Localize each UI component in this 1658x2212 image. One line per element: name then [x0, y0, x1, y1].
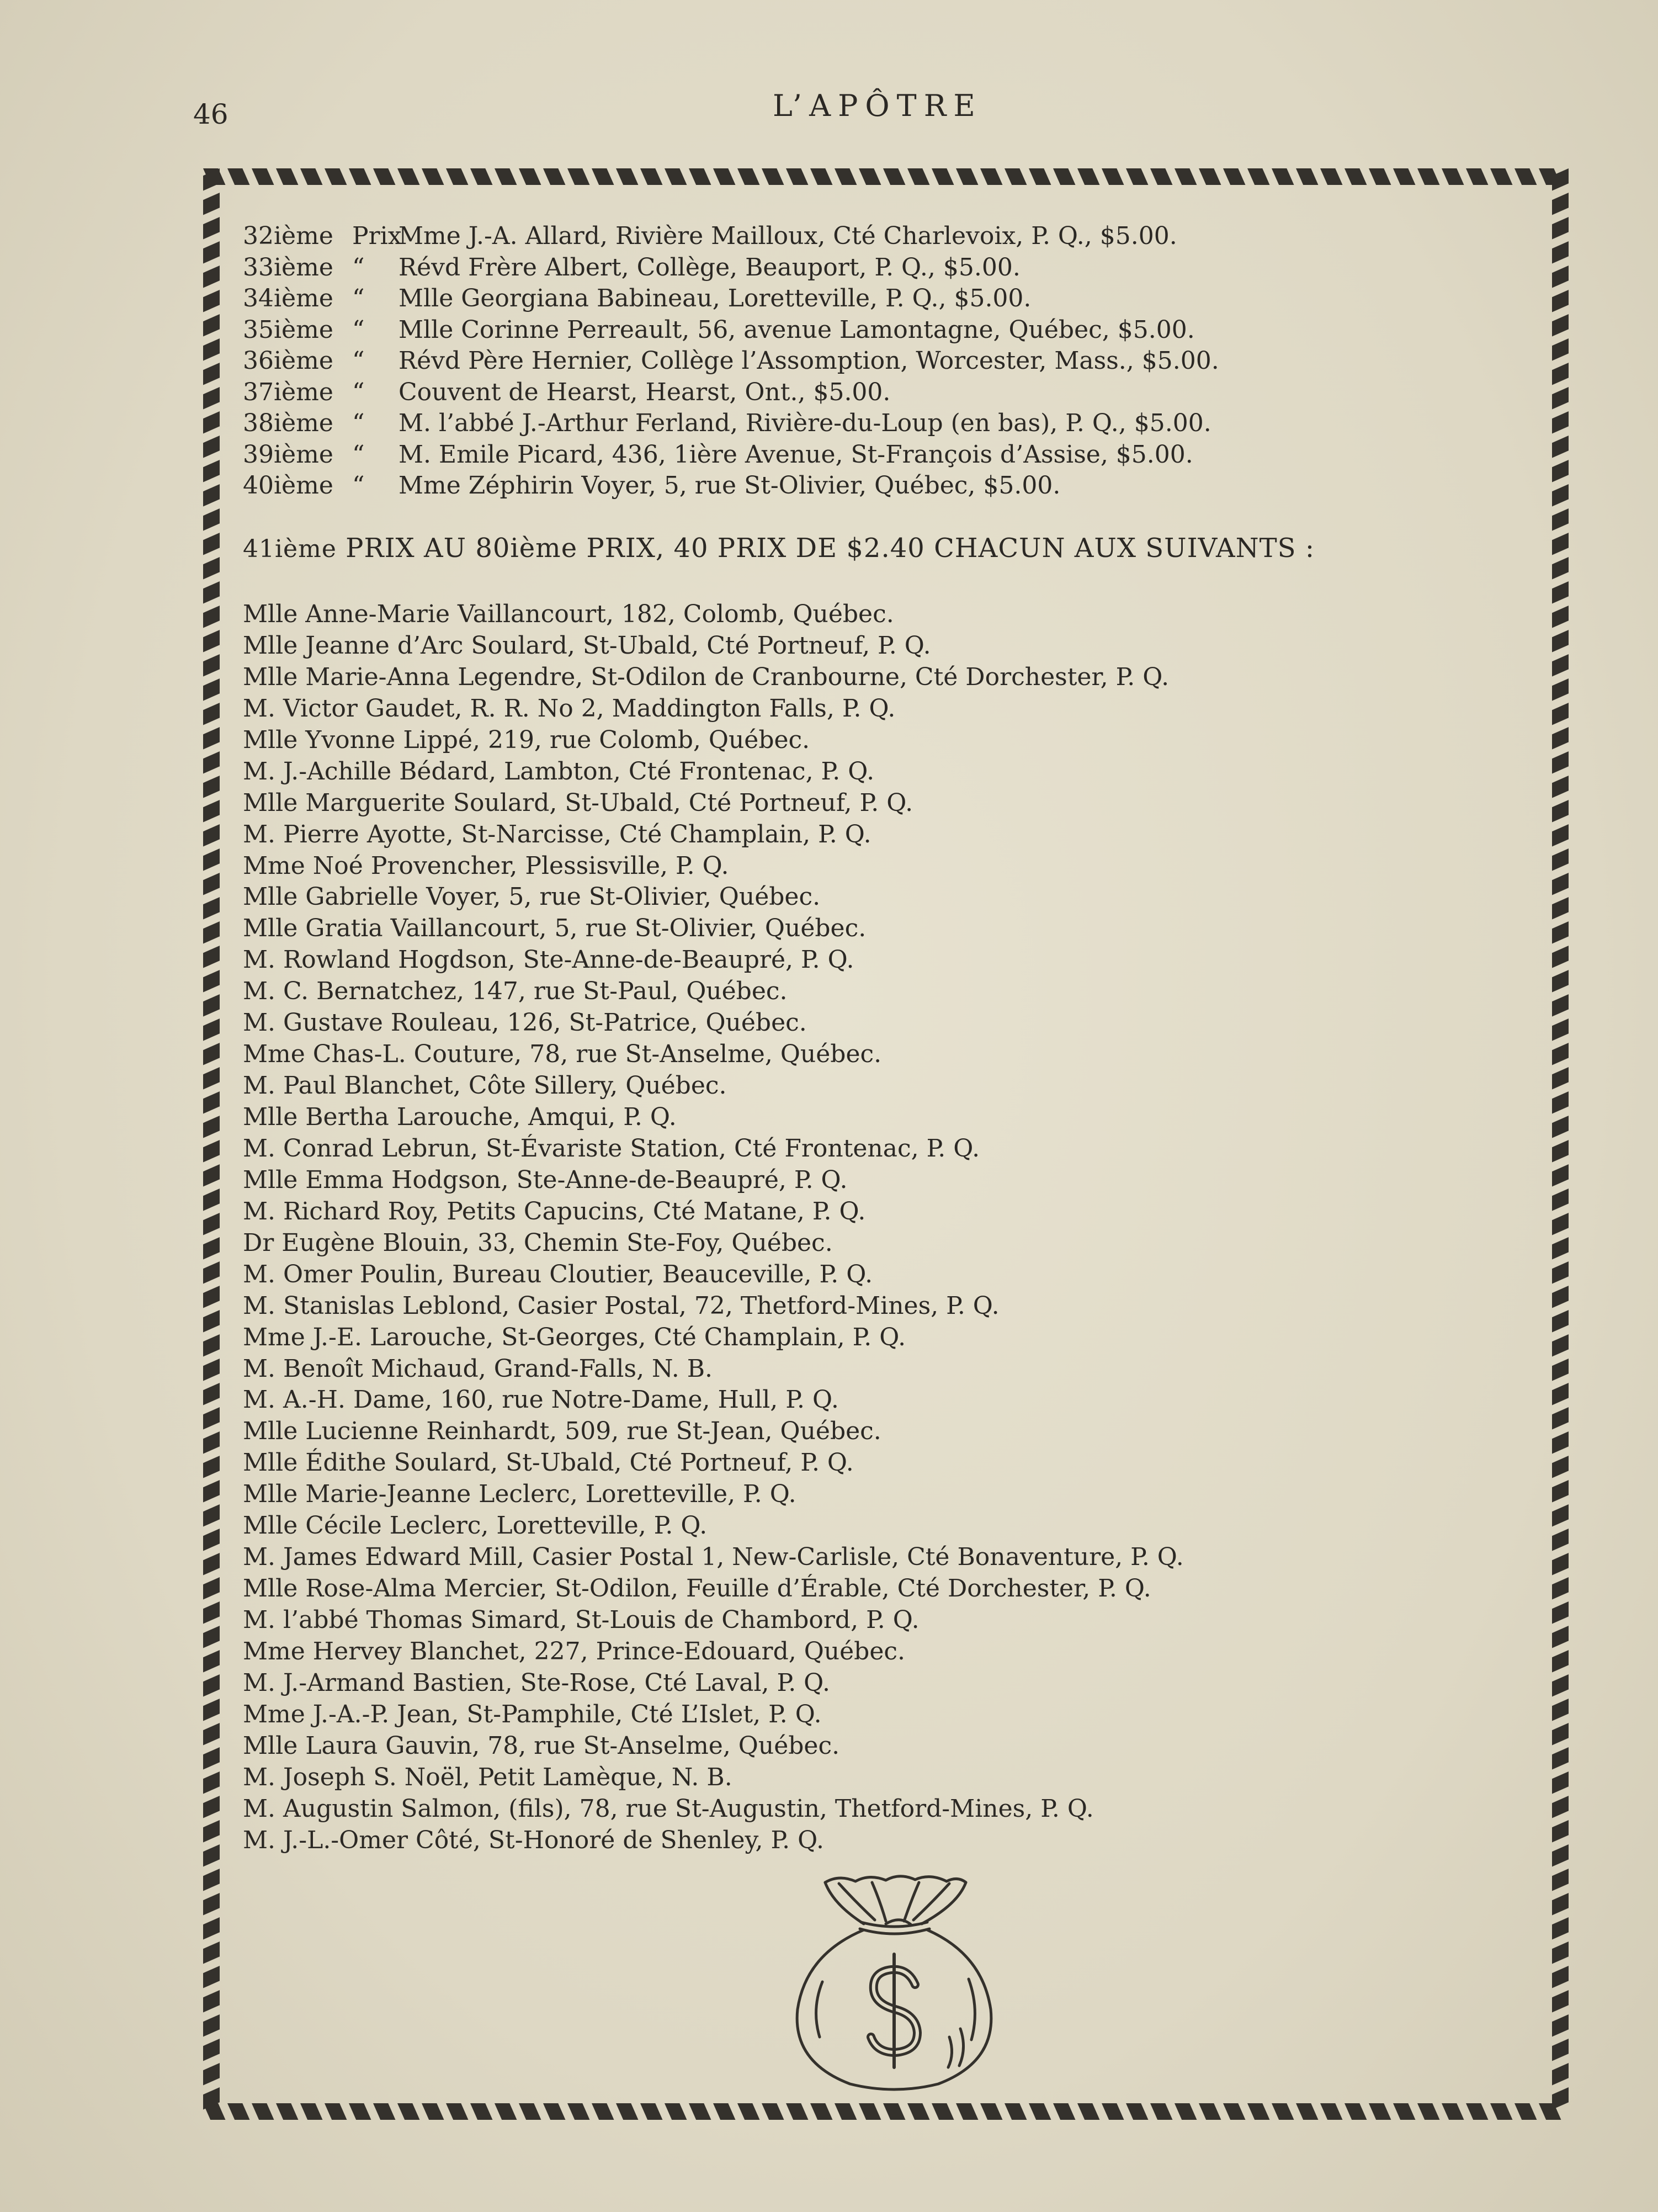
rope-twist: [1552, 1917, 1569, 1939]
prize-winner: Mlle Georgiana Babineau, Loretteville, P. Q., $5.00.: [398, 284, 1032, 312]
prize-winner: Mlle Corinne Perreault, 56, avenue Lamontagne, Québec, $5.00.: [398, 315, 1195, 344]
rope-twist: [203, 703, 220, 725]
prize-winner: Mme J.-A. Allard, Rivière Mailloux, Cté Charlevoix, P. Q., $5.00.: [398, 222, 1177, 250]
rope-twist: [203, 1674, 220, 1696]
rope-twist: [203, 1796, 220, 1818]
prize-row: [243, 377, 1567, 409]
rope-twist: [203, 581, 220, 603]
rope-twist: [325, 2103, 347, 2120]
rope-twist: [1442, 2103, 1464, 2120]
rope-twist: [810, 168, 832, 185]
rope-twist: [1029, 168, 1051, 185]
rope-twist: [397, 2103, 419, 2120]
rope-twist: [1369, 168, 1391, 185]
rope-twist: [203, 1019, 220, 1041]
ditto-mark: “: [352, 253, 365, 282]
rope-twist: [203, 994, 220, 1016]
rope-twist: [203, 727, 220, 749]
rope-twist: [932, 168, 954, 185]
rope-twist: [203, 1383, 220, 1405]
winner-row: Mlle Emma Hodgson, Ste-Anne-de-Beaupré, P. Q.: [243, 1165, 848, 1194]
ditto-mark: “: [352, 315, 365, 344]
prize-list: [243, 221, 1567, 502]
prize-rank: 39ième: [243, 440, 333, 469]
ditto-mark: “: [352, 284, 365, 312]
rope-twist: [203, 1650, 220, 1672]
rope-twist: [203, 654, 220, 676]
winner-row: M. Gustave Rouleau, 126, St-Patrice, Québec.: [243, 1009, 807, 1037]
rope-twist: [203, 824, 220, 846]
winner-row: M. Pierre Ayotte, St-Narcisse, Cté Champlain, P. Q.: [243, 820, 871, 848]
rope-twist: [203, 1747, 220, 1769]
rope-twist: [1223, 168, 1245, 185]
rope-twist: [1514, 2103, 1537, 2120]
rope-twist: [1199, 2103, 1221, 2120]
rope-twist: [810, 2103, 832, 2120]
rope-twist: [203, 1529, 220, 1551]
rope-twist: [203, 1504, 220, 1526]
rope-twist: [1417, 2103, 1439, 2120]
rope-twist: [203, 897, 220, 919]
rope-twist: [203, 1407, 220, 1429]
winner-row: M. Victor Gaudet, R. R. No 2, Maddington Falls, P. Q.: [243, 694, 896, 723]
rope-twist: [203, 1237, 220, 1259]
rope-twist: [640, 2103, 662, 2120]
rope-twist: [203, 1942, 220, 1964]
rope-twist: [203, 606, 220, 628]
rope-twist: [203, 1553, 220, 1575]
rope-twist: [1369, 2103, 1391, 2120]
rope-twist: [592, 168, 614, 185]
rope-twist: [1514, 168, 1537, 185]
rope-twist: [567, 2103, 589, 2120]
rope-twist: [203, 290, 220, 312]
rope-twist: [203, 970, 220, 992]
rope-twist: [203, 338, 220, 360]
section-heading: [243, 533, 1315, 564]
winner-row: Mme J.-E. Larouche, St-Georges, Cté Champlain, P. Q.: [243, 1323, 906, 1351]
winner-row: Mme Noé Provencher, Plessisville, P. Q.: [243, 851, 729, 880]
rope-twist: [203, 1286, 220, 1308]
ditto-mark: “: [352, 471, 365, 500]
rope-twist: [203, 533, 220, 555]
prize-row: [243, 470, 1567, 502]
winner-row: M. Rowland Hogdson, Ste-Anne-de-Beaupré, P. Q.: [243, 946, 854, 974]
rope-twist: [519, 2103, 541, 2120]
winner-row: M. Augustin Salmon, (fils), 78, rue St-Augustin, Thetford-Mines, P. Q.: [243, 1794, 1094, 1823]
rope-twist: [446, 2103, 468, 2120]
rope-twist: [203, 1116, 220, 1138]
rope-twist: [203, 314, 220, 336]
rope-twist: [1490, 2103, 1512, 2120]
prize-winner: M. Emile Picard, 436, 1ière Avenue, St-François d’Assise, $5.00.: [398, 440, 1193, 469]
rope-twist: [1552, 508, 1569, 531]
rope-twist: [203, 1699, 220, 1721]
prize-row: [243, 315, 1567, 346]
winner-row: Mlle Marie-Anna Legendre, St-Odilon de Cranbourne, Cté Dorchester, P. Q.: [243, 662, 1170, 691]
rope-twist: [932, 2103, 954, 2120]
rope-twist: [203, 193, 220, 215]
rope-twist: [470, 2103, 492, 2120]
prize-row: [243, 439, 1567, 471]
prize-rank: 37ième: [243, 378, 333, 406]
prize-rank: 33ième: [243, 253, 333, 282]
prize-row: [243, 221, 1567, 252]
rope-twist: [762, 168, 784, 185]
winner-row: Mme J.-A.-P. Jean, St-Pamphile, Cté L’Islet, P. Q.: [243, 1700, 822, 1728]
rope-twist: [203, 460, 220, 482]
winner-row: M. Paul Blanchet, Côte Sillery, Québec.: [243, 1071, 727, 1100]
rope-twist: [203, 776, 220, 798]
rope-twist: [1175, 2103, 1197, 2120]
rope-twist: [665, 168, 687, 185]
rope-twist: [980, 168, 1002, 185]
rope-twist: [956, 168, 978, 185]
prize-rank: 34ième: [243, 284, 333, 312]
rope-twist: [883, 168, 905, 185]
prize-rank: 32ième: [243, 222, 333, 250]
rope-twist: [737, 168, 759, 185]
rope-twist: [1552, 1893, 1569, 1915]
rope-twist: [252, 2103, 274, 2120]
rope-twist: [446, 168, 468, 185]
rope-twist: [1247, 168, 1269, 185]
rope-twist: [203, 217, 220, 239]
winner-row: Mlle Yvonne Lippé, 219, rue Colomb, Québec.: [243, 725, 810, 754]
winner-row: Mme Hervey Blanchet, 227, Prince-Edouard, Québec.: [243, 1637, 905, 1665]
prize-winner: Révd Père Hernier, Collège l’Assomption, Worcester, Mass., $5.00.: [398, 347, 1219, 375]
rope-twist: [203, 1601, 220, 1624]
winner-row: M. J.-L.-Omer Côté, St-Honoré de Shenley, P. Q.: [243, 1826, 824, 1854]
rope-twist: [300, 168, 322, 185]
rope-twist: [1102, 168, 1124, 185]
rope-twist: [203, 1869, 220, 1891]
rope-twist: [203, 1626, 220, 1648]
winner-row: Mlle Anne-Marie Vaillancourt, 182, Colomb, Québec.: [243, 600, 894, 628]
rope-twist: [1296, 168, 1318, 185]
winner-row: M. Richard Roy, Petits Capucins, Cté Matane, P. Q.: [243, 1197, 866, 1226]
rope-twist: [786, 2103, 808, 2120]
rope-twist: [980, 2103, 1002, 2120]
rope-twist: [203, 1966, 220, 1988]
rope-twist: [203, 363, 220, 385]
winner-row: M. Benoît Michaud, Grand-Falls, N. B.: [243, 1354, 713, 1383]
rope-twist: [1272, 168, 1294, 185]
rope-twist: [203, 678, 220, 701]
rope-twist: [1199, 168, 1221, 185]
ditto-mark: “: [352, 347, 365, 375]
winner-row: Mlle Gabrielle Voyer, 5, rue St-Olivier, Québec.: [243, 883, 821, 911]
rope-twist: [373, 2103, 395, 2120]
rope-twist: [349, 2103, 371, 2120]
rope-twist: [907, 2103, 929, 2120]
winner-row: M. A.-H. Dame, 160, rue Notre-Dame, Hull, P. Q.: [243, 1386, 839, 1414]
ditto-mark: “: [352, 378, 365, 406]
prize-winner: Révd Frère Albert, Collège, Beauport, P. Q., $5.00.: [398, 253, 1021, 282]
running-head-title: L’APÔTRE: [773, 88, 982, 123]
rope-twist: [203, 1771, 220, 1794]
rope-twist: [1296, 2103, 1318, 2120]
ditto-mark: “: [352, 440, 365, 469]
rope-twist: [1102, 2103, 1124, 2120]
rope-twist: [203, 848, 220, 871]
rope-border-horizontal: [203, 168, 1561, 185]
rope-twist: [203, 2063, 220, 2085]
winner-row: Mlle Rose-Alma Mercier, St-Odilon, Feuille d’Érable, Cté Dorchester, P. Q.: [243, 1574, 1151, 1603]
rope-twist: [592, 2103, 614, 2120]
rope-twist: [203, 2014, 220, 2036]
rope-twist: [689, 168, 711, 185]
rope-twist: [665, 2103, 687, 2120]
rope-twist: [276, 168, 298, 185]
rope-twist: [616, 168, 638, 185]
rope-twist: [276, 2103, 298, 2120]
winner-row: M. Joseph S. Noël, Petit Lamèque, N. B.: [243, 1763, 732, 1791]
rope-twist: [203, 436, 220, 458]
winner-row: M. Stanislas Leblond, Casier Postal, 72, Thetford-Mines, P. Q.: [243, 1291, 1000, 1320]
rope-twist: [227, 2103, 249, 2120]
section-heading-text: PRIX AU 80ième PRIX, 40 PRIX DE $2.40 CHACUN AUX SUIVANTS :: [346, 533, 1315, 564]
rope-twist: [203, 1431, 220, 1454]
winner-row: M. J.-Achille Bédard, Lambton, Cté Frontenac, P. Q.: [243, 757, 875, 786]
rope-twist: [1077, 168, 1099, 185]
rope-twist: [543, 2103, 565, 2120]
rope-twist: [1552, 1990, 1569, 2012]
prize-row: [243, 252, 1567, 284]
rope-twist: [470, 168, 492, 185]
rope-twist: [1223, 2103, 1245, 2120]
rope-twist: [1150, 2103, 1172, 2120]
rope-twist: [422, 168, 444, 185]
winner-row: M. J.-Armand Bastien, Ste-Rose, Cté Laval, P. Q.: [243, 1668, 831, 1697]
rope-twist: [543, 168, 565, 185]
winner-row: Mlle Marguerite Soulard, St-Ubald, Cté Portneuf, P. Q.: [243, 788, 913, 817]
rope-twist: [300, 2103, 322, 2120]
winner-row: Mlle Marie-Jeanne Leclerc, Loretteville, P. Q.: [243, 1480, 796, 1509]
winner-row: Mlle Édithe Soulard, St-Ubald, Cté Portneuf, P. Q.: [243, 1449, 854, 1477]
rope-twist: [1272, 2103, 1294, 2120]
rope-twist: [956, 2103, 978, 2120]
money-bag-icon: [773, 1871, 1016, 2092]
rope-twist: [203, 1723, 220, 1745]
rope-twist: [1552, 2014, 1569, 2036]
rope-twist: [203, 484, 220, 506]
rope-twist: [1150, 168, 1172, 185]
rope-twist: [203, 1189, 220, 1211]
rope-twist: [762, 2103, 784, 2120]
rope-twist: [203, 1990, 220, 2012]
winner-row: Mlle Laura Gauvin, 78, rue St-Anselme, Québec.: [243, 1731, 840, 1760]
rope-twist: [203, 873, 220, 895]
rope-twist: [1077, 2103, 1099, 2120]
winner-list: [243, 599, 1567, 1856]
page-number: 46: [193, 98, 228, 130]
rope-twist: [1552, 533, 1569, 555]
rope-twist: [203, 1164, 220, 1186]
rope-twist: [203, 800, 220, 822]
winner-row: M. Omer Poulin, Bureau Cloutier, Beauceville, P. Q.: [243, 1260, 873, 1288]
rope-twist: [1126, 168, 1148, 185]
winner-row: M. James Edward Mill, Casier Postal 1, New-Carlisle, Cté Bonaventure, P. Q.: [243, 1543, 1184, 1572]
rope-twist: [1175, 168, 1197, 185]
rope-twist: [203, 751, 220, 773]
rope-twist: [616, 2103, 638, 2120]
rope-twist: [1552, 1966, 1569, 1988]
rope-twist: [1029, 2103, 1051, 2120]
rope-twist: [203, 266, 220, 288]
prize-rank: 38ième: [243, 409, 333, 437]
rope-twist: [1552, 2063, 1569, 2085]
winner-row: Mlle Lucienne Reinhardt, 509, rue St-Jean, Québec.: [243, 1417, 881, 1446]
rope-twist: [1053, 2103, 1075, 2120]
rope-twist: [203, 411, 220, 433]
prize-row: [243, 283, 1567, 315]
rope-twist: [1345, 2103, 1367, 2120]
rope-twist: [1320, 2103, 1342, 2120]
prize-rank: 40ième: [243, 471, 333, 500]
prize-rank: 35ième: [243, 315, 333, 344]
rope-twist: [203, 1310, 220, 1332]
rope-twist: [737, 2103, 759, 2120]
rope-twist: [1005, 2103, 1027, 2120]
rope-twist: [1552, 1942, 1569, 1964]
rope-twist: [203, 921, 220, 943]
rope-twist: [713, 168, 735, 185]
rope-twist: [1552, 193, 1569, 215]
rope-twist: [203, 1456, 220, 1478]
rope-twist: [1320, 168, 1342, 185]
rope-twist: [713, 2103, 735, 2120]
rope-twist: [203, 1091, 220, 1113]
rope-twist: [567, 168, 589, 185]
rope-twist: [203, 2039, 220, 2061]
rope-twist: [495, 168, 517, 185]
rope-twist: [835, 2103, 857, 2120]
prize-winner: M. l’abbé J.-Arthur Ferland, Rivière-du-Loup (en bas), P. Q., $5.00.: [398, 409, 1211, 437]
rope-twist: [203, 1577, 220, 1599]
rope-twist: [1490, 168, 1512, 185]
winner-row: Mlle Bertha Larouche, Amqui, P. Q.: [243, 1103, 677, 1131]
rope-twist: [1552, 2087, 1569, 2109]
ditto-mark: “: [352, 409, 365, 437]
rope-twist: [859, 2103, 881, 2120]
rope-twist: [203, 946, 220, 968]
rope-twist: [325, 168, 347, 185]
rope-twist: [519, 168, 541, 185]
rope-twist: [640, 168, 662, 185]
rope-twist: [1442, 168, 1464, 185]
rope-twist: [1552, 557, 1569, 579]
rope-twist: [203, 1917, 220, 1939]
section-heading-rank: 41ième: [243, 535, 337, 563]
rope-twist: [203, 508, 220, 531]
prize-row: [243, 346, 1567, 377]
rope-twist: [1005, 168, 1027, 185]
rope-twist: [1466, 2103, 1488, 2120]
rope-twist: [1053, 168, 1075, 185]
rope-twist: [203, 1043, 220, 1065]
rope-twist: [786, 168, 808, 185]
rope-twist: [203, 1067, 220, 1089]
rope-twist: [203, 1213, 220, 1235]
rope-twist: [349, 168, 371, 185]
rope-twist: [203, 387, 220, 409]
rope-twist: [859, 168, 881, 185]
rope-twist: [203, 241, 220, 263]
rope-twist: [203, 1893, 220, 1915]
rope-twist: [907, 168, 929, 185]
winner-row: Mlle Jeanne d’Arc Soulard, St-Ubald, Cté Portneuf, P. Q.: [243, 631, 931, 660]
rope-twist: [1247, 2103, 1269, 2120]
rope-twist: [689, 2103, 711, 2120]
rope-twist: [1393, 168, 1415, 185]
rope-twist: [1552, 2039, 1569, 2061]
rope-twist: [883, 2103, 905, 2120]
winner-row: Dr Eugène Blouin, 33, Chemin Ste-Foy, Québec.: [243, 1228, 833, 1257]
rope-twist: [227, 168, 249, 185]
rope-twist: [203, 630, 220, 652]
rope-twist: [203, 1480, 220, 1502]
winner-row: Mme Chas-L. Couture, 78, rue St-Anselme, Québec.: [243, 1040, 882, 1069]
rope-twist: [1345, 168, 1367, 185]
winner-row: M. C. Bernatchez, 147, rue St-Paul, Québec.: [243, 977, 788, 1006]
rope-twist: [373, 168, 395, 185]
prize-winner: Couvent de Hearst, Hearst, Ont., $5.00.: [398, 378, 891, 406]
winner-row: M. Conrad Lebrun, St-Évariste Station, Cté Frontenac, P. Q.: [243, 1134, 980, 1163]
prize-marker: Prix: [352, 222, 402, 250]
winner-row: Mlle Cécile Leclerc, Loretteville, P. Q.: [243, 1511, 708, 1540]
rope-twist: [1126, 2103, 1148, 2120]
rope-twist: [397, 168, 419, 185]
rope-twist: [422, 2103, 444, 2120]
rope-twist: [203, 1261, 220, 1283]
rope-twist: [495, 2103, 517, 2120]
rope-twist: [203, 557, 220, 579]
rope-border-vertical: [203, 168, 220, 2109]
rope-twist: [203, 1844, 220, 1866]
rope-twist: [203, 1140, 220, 1162]
prize-row: [243, 408, 1567, 439]
rope-twist: [203, 1820, 220, 1842]
prize-rank: 36ième: [243, 347, 333, 375]
rope-border-horizontal: [203, 2103, 1561, 2120]
rope-twist: [203, 1334, 220, 1356]
winner-row: Mlle Gratia Vaillancourt, 5, rue St-Olivier, Québec.: [243, 914, 867, 943]
rope-twist: [1393, 2103, 1415, 2120]
rope-twist: [1552, 1869, 1569, 1891]
rope-twist: [835, 168, 857, 185]
rope-twist: [252, 168, 274, 185]
rope-twist: [1466, 168, 1488, 185]
winner-row: M. l’abbé Thomas Simard, St-Louis de Chambord, P. Q.: [243, 1606, 920, 1634]
rope-twist: [203, 1359, 220, 1381]
prize-winner: Mme Zéphirin Voyer, 5, rue St-Olivier, Québec, $5.00.: [398, 471, 1061, 500]
rope-twist: [1417, 168, 1439, 185]
